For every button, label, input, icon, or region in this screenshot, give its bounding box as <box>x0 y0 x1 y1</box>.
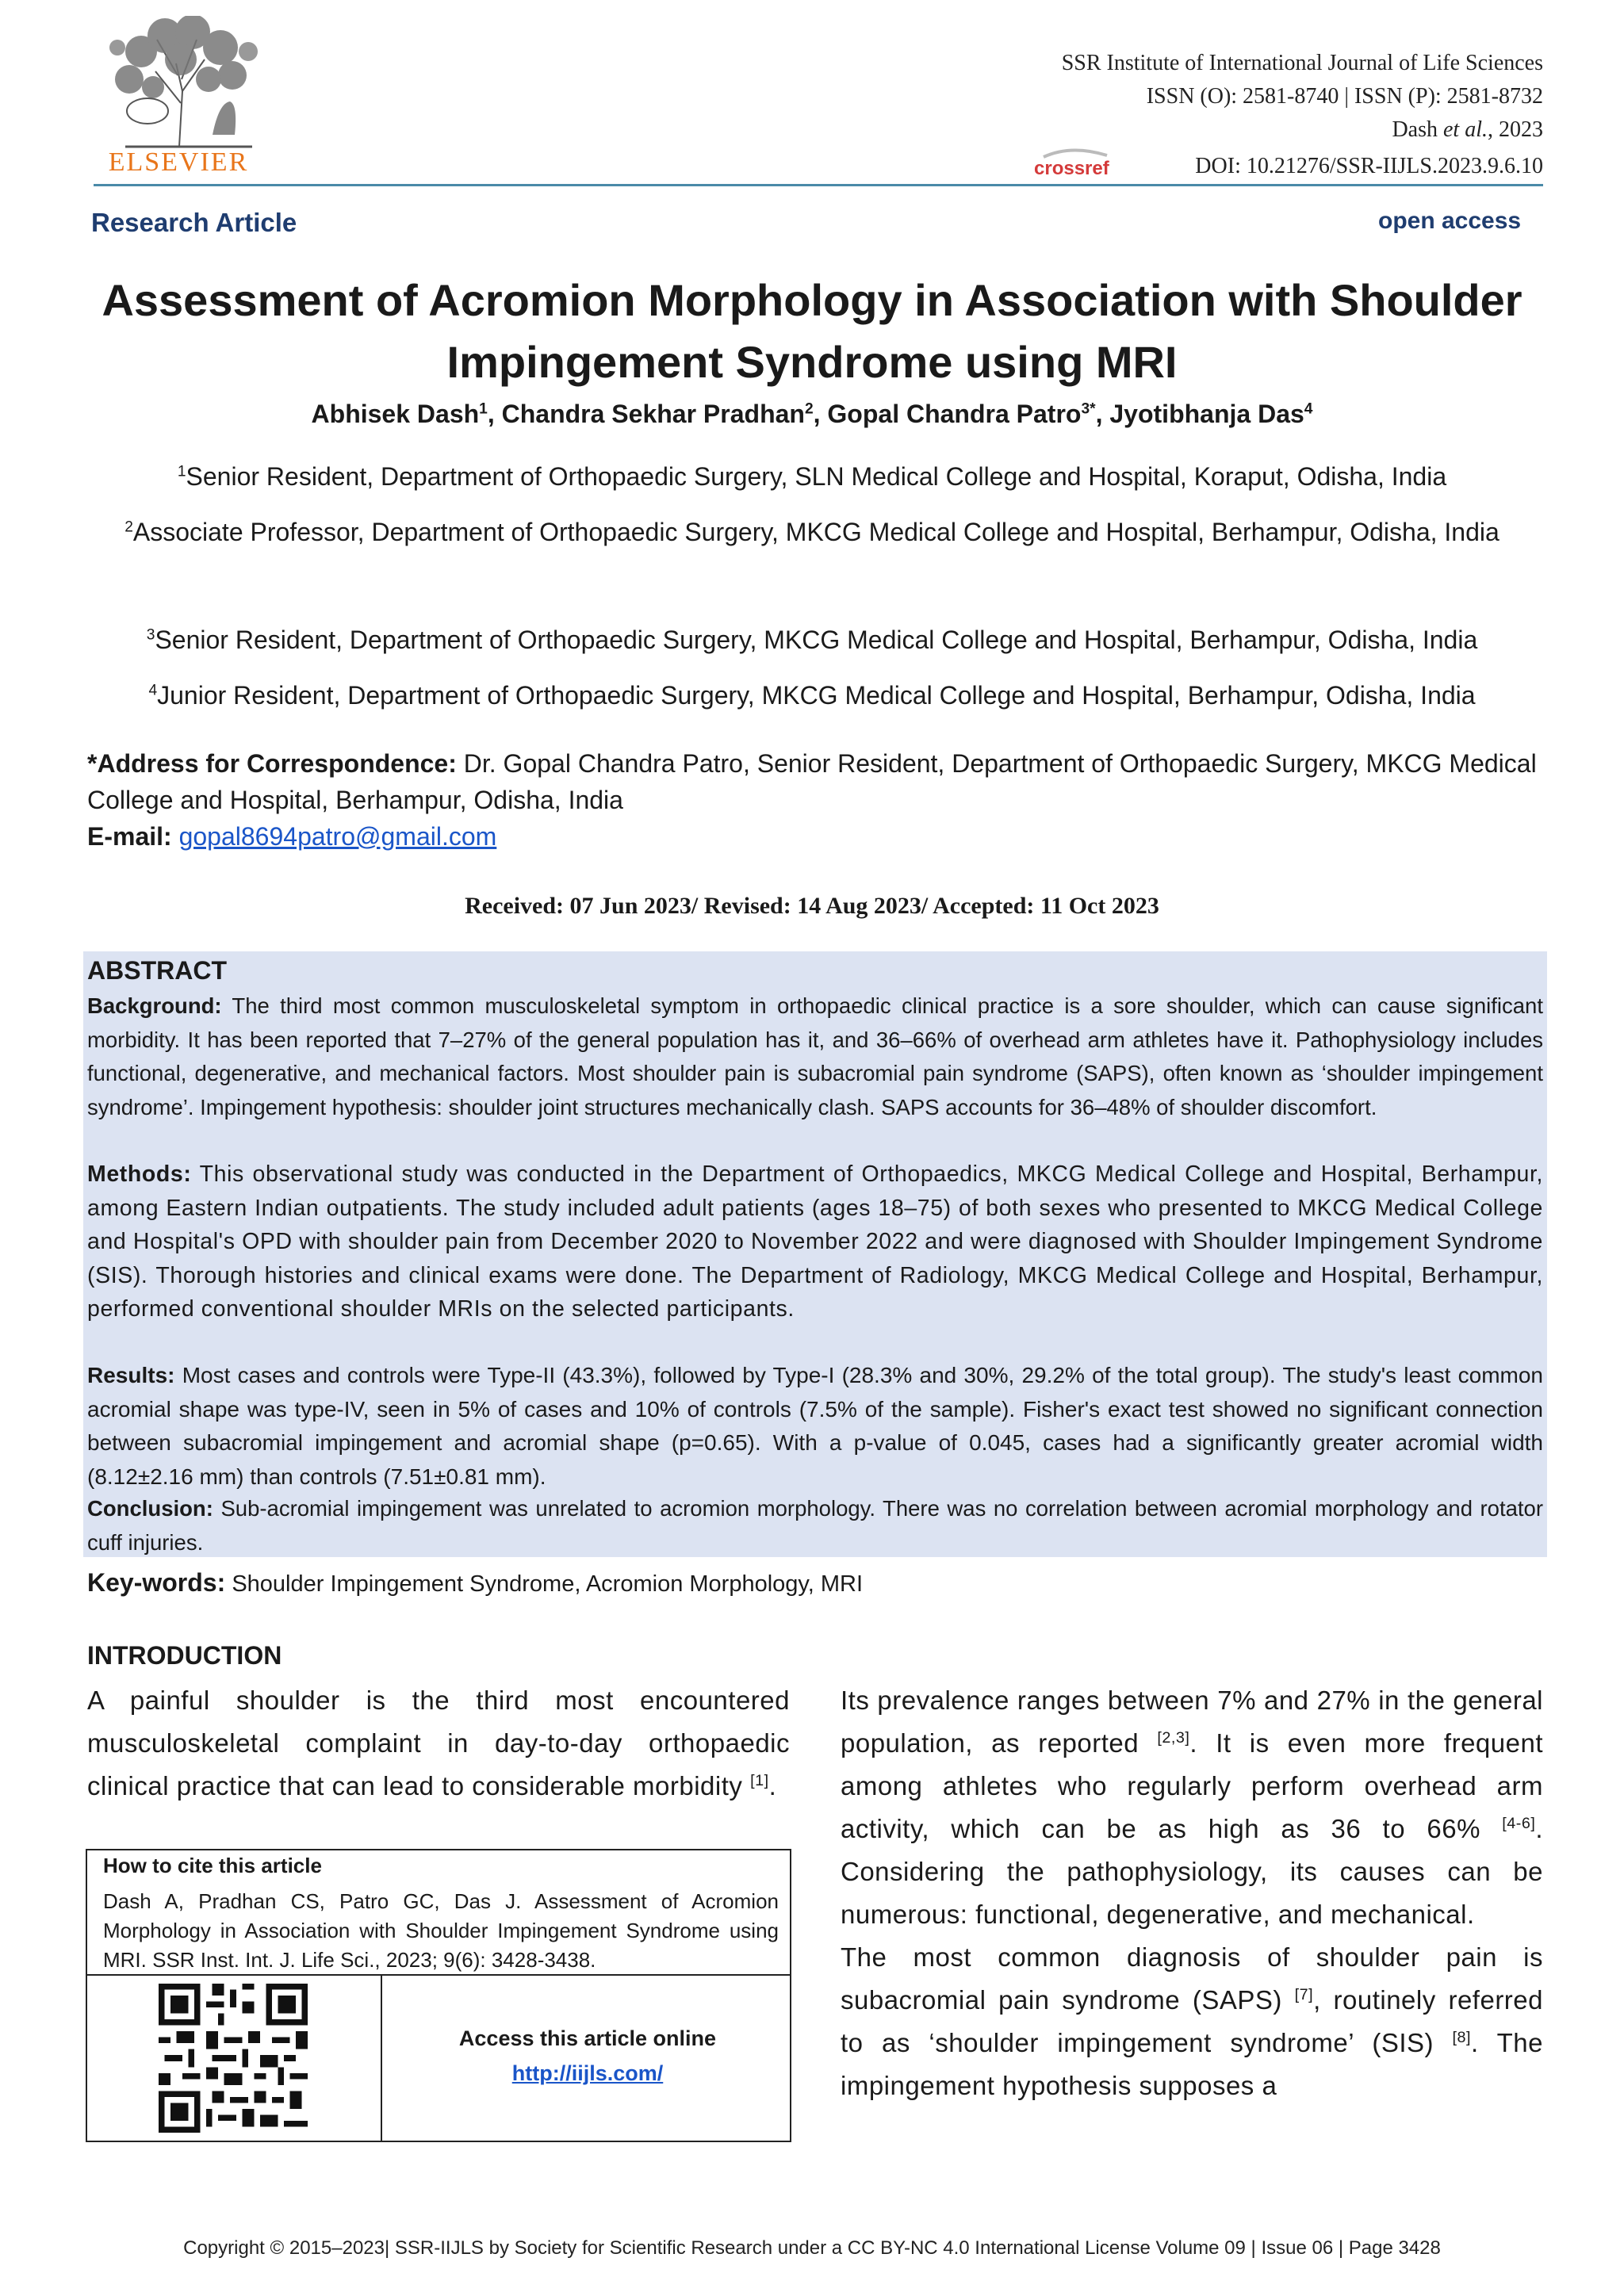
affiliation <box>79 449 1545 504</box>
author-name: Abhisek Dash <box>311 400 480 428</box>
crossref-text: crossref <box>1034 158 1109 179</box>
correspondence-text: Dr. Gopal Chandra Patro, Senior Resident, Department of Orthopaedic Surgery, MKCG Medical College and Hospital, Berhampur, Odisha, India <box>87 749 1537 814</box>
results-text: Most cases and controls were Type-II (43.3%), followed by Type-I (28.3% and 30%, 29.2% of the total group). The study's least common acromial shape was type-IV, seen in 5% of cases and 10% of controls (7.5% of the sample). Fisher's exact test showed no significant connection between subacromial impingement and acromial shape (p=0.65). With a p-value of 0.045, cases had a significantly greater acromial width (8.12±2.16 mm) than controls (7.51±0.81 mm). <box>87 1363 1543 1489</box>
article-dates: Received: 07 Jun 2023/ Revised: 14 Aug 2023/ Accepted: 11 Oct 2023 <box>465 893 1159 919</box>
article-type: Research Article <box>91 208 297 237</box>
affiliation-text: Junior Resident, Department of Orthopaedic Surgery, MKCG Medical College and Hospital, Berhampur, Odisha, India <box>157 681 1476 710</box>
citation-ref[interactable]: [7] <box>1294 1986 1314 2003</box>
affiliation <box>79 504 1545 560</box>
abstract-results <box>87 1359 1543 1494</box>
affiliation-text: Associate Professor, Department of Orthopaedic Surgery, MKCG Medical College and Hospital, Berhampur, Odisha, India <box>132 518 1500 546</box>
author-sup: 4 <box>1304 400 1313 418</box>
author-sup: 2 <box>804 400 814 418</box>
abstract-methods <box>87 1158 1543 1326</box>
author-sup: 1 <box>479 400 488 418</box>
citation-ref[interactable]: [1] <box>750 1772 769 1789</box>
journal-name: SSR Institute of International Journal of Life Sciences <box>1061 51 1543 75</box>
abstract-background <box>87 989 1543 1124</box>
email-link[interactable]: gopal8694patro@gmail.com <box>178 822 497 851</box>
intro-text: Its prevalence ranges between 7% and 27% in the general population, as reported <box>841 1686 1543 1758</box>
open-access-logo <box>1377 201 1548 238</box>
author-name: Gopal Chandra Patro <box>827 400 1082 428</box>
affiliation-sup: 2 <box>124 519 133 536</box>
author-sup: 3* <box>1081 400 1096 418</box>
methods-text: This observational study was conducted in the Department of Orthopaedics, MKCG Medical College and Hospital, Berhampur, among Eastern Indian outpatients. The study included adult patients (ages 18–75) of both sexes who presented to MKCG Medical College and Hospital's OPD with shoulder pain from December 2020 to November 2022 and were diagnosed with Shoulder Impingement Syndrome (SIS). Thorough histories and clinical exams were done. The Department of Radiology, MKCG Medical College and Hospital, Berhampur, performed conventional shoulder MRIs on the selected participants. <box>87 1161 1543 1322</box>
methods-label: Methods: <box>87 1161 192 1187</box>
cite-divider-vertical <box>381 1974 382 2142</box>
affiliation-sup: 3 <box>146 626 155 644</box>
issn: ISSN (O): 2581-8740 | ISSN (P): 2581-8732 <box>1146 84 1543 109</box>
citation-ref[interactable]: [8] <box>1452 2029 1472 2046</box>
introduction-left-column: A painful shoulder is the third most encountered musculoskeletal complaint in day-to-day orthopaedic clinical practice that can lead to considerable morbidity [1]. <box>87 1686 790 1800</box>
publisher-name: ELSEVIER <box>108 147 249 177</box>
correspondence-label: *Address for Correspondence: <box>87 749 457 778</box>
header-rule <box>94 184 1543 186</box>
intro-paragraph: A painful shoulder is the third most encountered musculoskeletal complaint in day-to-day orthopaedic clinical practice that can lead to considerable morbidity <box>87 1686 790 1800</box>
citation-ref[interactable]: [2,3] <box>1157 1729 1190 1747</box>
affiliation-text: Senior Resident, Department of Orthopaedic Surgery, MKCG Medical College and Hospital, Berhampur, Odisha, India <box>155 626 1478 654</box>
keywords-label: Key-words: <box>87 1568 226 1597</box>
keywords-text: Shoulder Impingement Syndrome, Acromion Morphology, MRI <box>232 1571 864 1597</box>
keywords <box>87 1568 863 1598</box>
email-label: E-mail: <box>87 822 172 851</box>
intro-paragraph <box>841 1679 1543 1936</box>
intro-text: . The impingement hypothesis supposes a <box>841 2028 1544 2100</box>
correspondence-block <box>87 745 1546 855</box>
doi[interactable]: DOI: 10.21276/SSR-IIJLS.2023.9.6.10 <box>1195 154 1543 178</box>
intro-text: , routinely referred to as ‘shoulder impingement syndrome’ (SIS) <box>841 1985 1544 2057</box>
results-label: Results: <box>87 1363 175 1387</box>
running-author-name: Dash <box>1392 117 1438 142</box>
article-url-link[interactable]: http://iijls.com/ <box>511 2061 664 2085</box>
author-name: Jyotibhanja Das <box>1109 400 1304 428</box>
cite-divider <box>86 1974 791 1976</box>
author-list: Abhisek Dash$^1$, Chandra Sekhar Pradhan$^2$, Gopal Chandra Patro$^{3*}$, Jyotibhanja Das$^4$ <box>311 400 1313 428</box>
affiliation-sup: 1 <box>177 463 186 480</box>
conclusion-text: Sub-acromial impingement was unrelated to acromion morphology. There was no correlation between acromial morphology and rotator cuff injuries. <box>87 1496 1544 1555</box>
intro-text: . It is even more frequent among athletes who regularly perform overhead arm activity, which can be as high as 36 to 66% <box>841 1728 1544 1843</box>
page-footer: Copyright © 2015–2023| SSR-IIJLS by Society for Scientific Research under a CC BY-NC 4.0 International License Volume 09 | Issue 06 | Page 3428 <box>183 2237 1441 2259</box>
intro-text: The most common diagnosis of shoulder pain is subacromial pain syndrome (SAPS) <box>841 1942 1543 2015</box>
cite-text: Dash A, Pradhan CS, Patro GC, Das J. Assessment of Acromion Morphology in Association with Shoulder Impingement Syndrome using MRI. SSR Inst. Int. J. Life Sci., 2023; 9(6): 3428-3438. <box>103 1889 779 1972</box>
background-label: Background: <box>87 993 222 1018</box>
affiliation <box>79 612 1545 668</box>
affiliation <box>79 668 1545 723</box>
affiliation-text: Senior Resident, Department of Orthopaedic Surgery, SLN Medical College and Hospital, Koraput, Odisha, India <box>186 462 1447 491</box>
citation-ref[interactable]: [4-6] <box>1502 1815 1536 1832</box>
running-author <box>1392 117 1543 143</box>
running-year: , 2023 <box>1488 117 1543 142</box>
cite-heading: How to cite this article <box>103 1854 322 1877</box>
access-online-label: Access this article online <box>458 2026 717 2050</box>
crossref-logo[interactable] <box>1028 143 1147 179</box>
author-name: Chandra Sekhar Pradhan <box>501 400 805 428</box>
intro-paragraph <box>841 1936 1543 2107</box>
introduction-right-column <box>841 1679 1543 2107</box>
introduction-heading: INTRODUCTION <box>87 1641 282 1670</box>
running-author-etal: et al. <box>1443 117 1488 142</box>
open-access-text: open access <box>1378 208 1522 234</box>
background-text: The third most common musculoskeletal symptom in orthopaedic clinical practice is a sore shoulder, which can cause significant morbidity. It has been reported that 7–27% of the general population has it, and 36–66% of overhead arm athletes have it. Pathophysiology includes functional, degenerative, and mechanical factors. Most shoulder pain is subacromial pain syndrome (SAPS), often known as ‘shoulder impingement syndrome’. Impingement hypothesis: shoulder joint structures mechanically clash. SAPS accounts for 36–48% of shoulder discomfort. <box>87 993 1543 1119</box>
abstract-conclusion <box>87 1492 1543 1559</box>
conclusion-label: Conclusion: <box>87 1496 213 1521</box>
article-title: Assessment of Acromion Morphology in Association with Shoulder Impingement Syndrome using MRI <box>102 275 1522 387</box>
qr-code-icon[interactable] <box>159 1984 308 2133</box>
intro-text: . Considering the pathophysiology, its causes can be numerous: functional, degenerative, and mechanical. <box>841 1814 1544 1929</box>
affiliation-sup: 4 <box>148 682 158 699</box>
abstract-heading: ABSTRACT <box>87 956 227 985</box>
